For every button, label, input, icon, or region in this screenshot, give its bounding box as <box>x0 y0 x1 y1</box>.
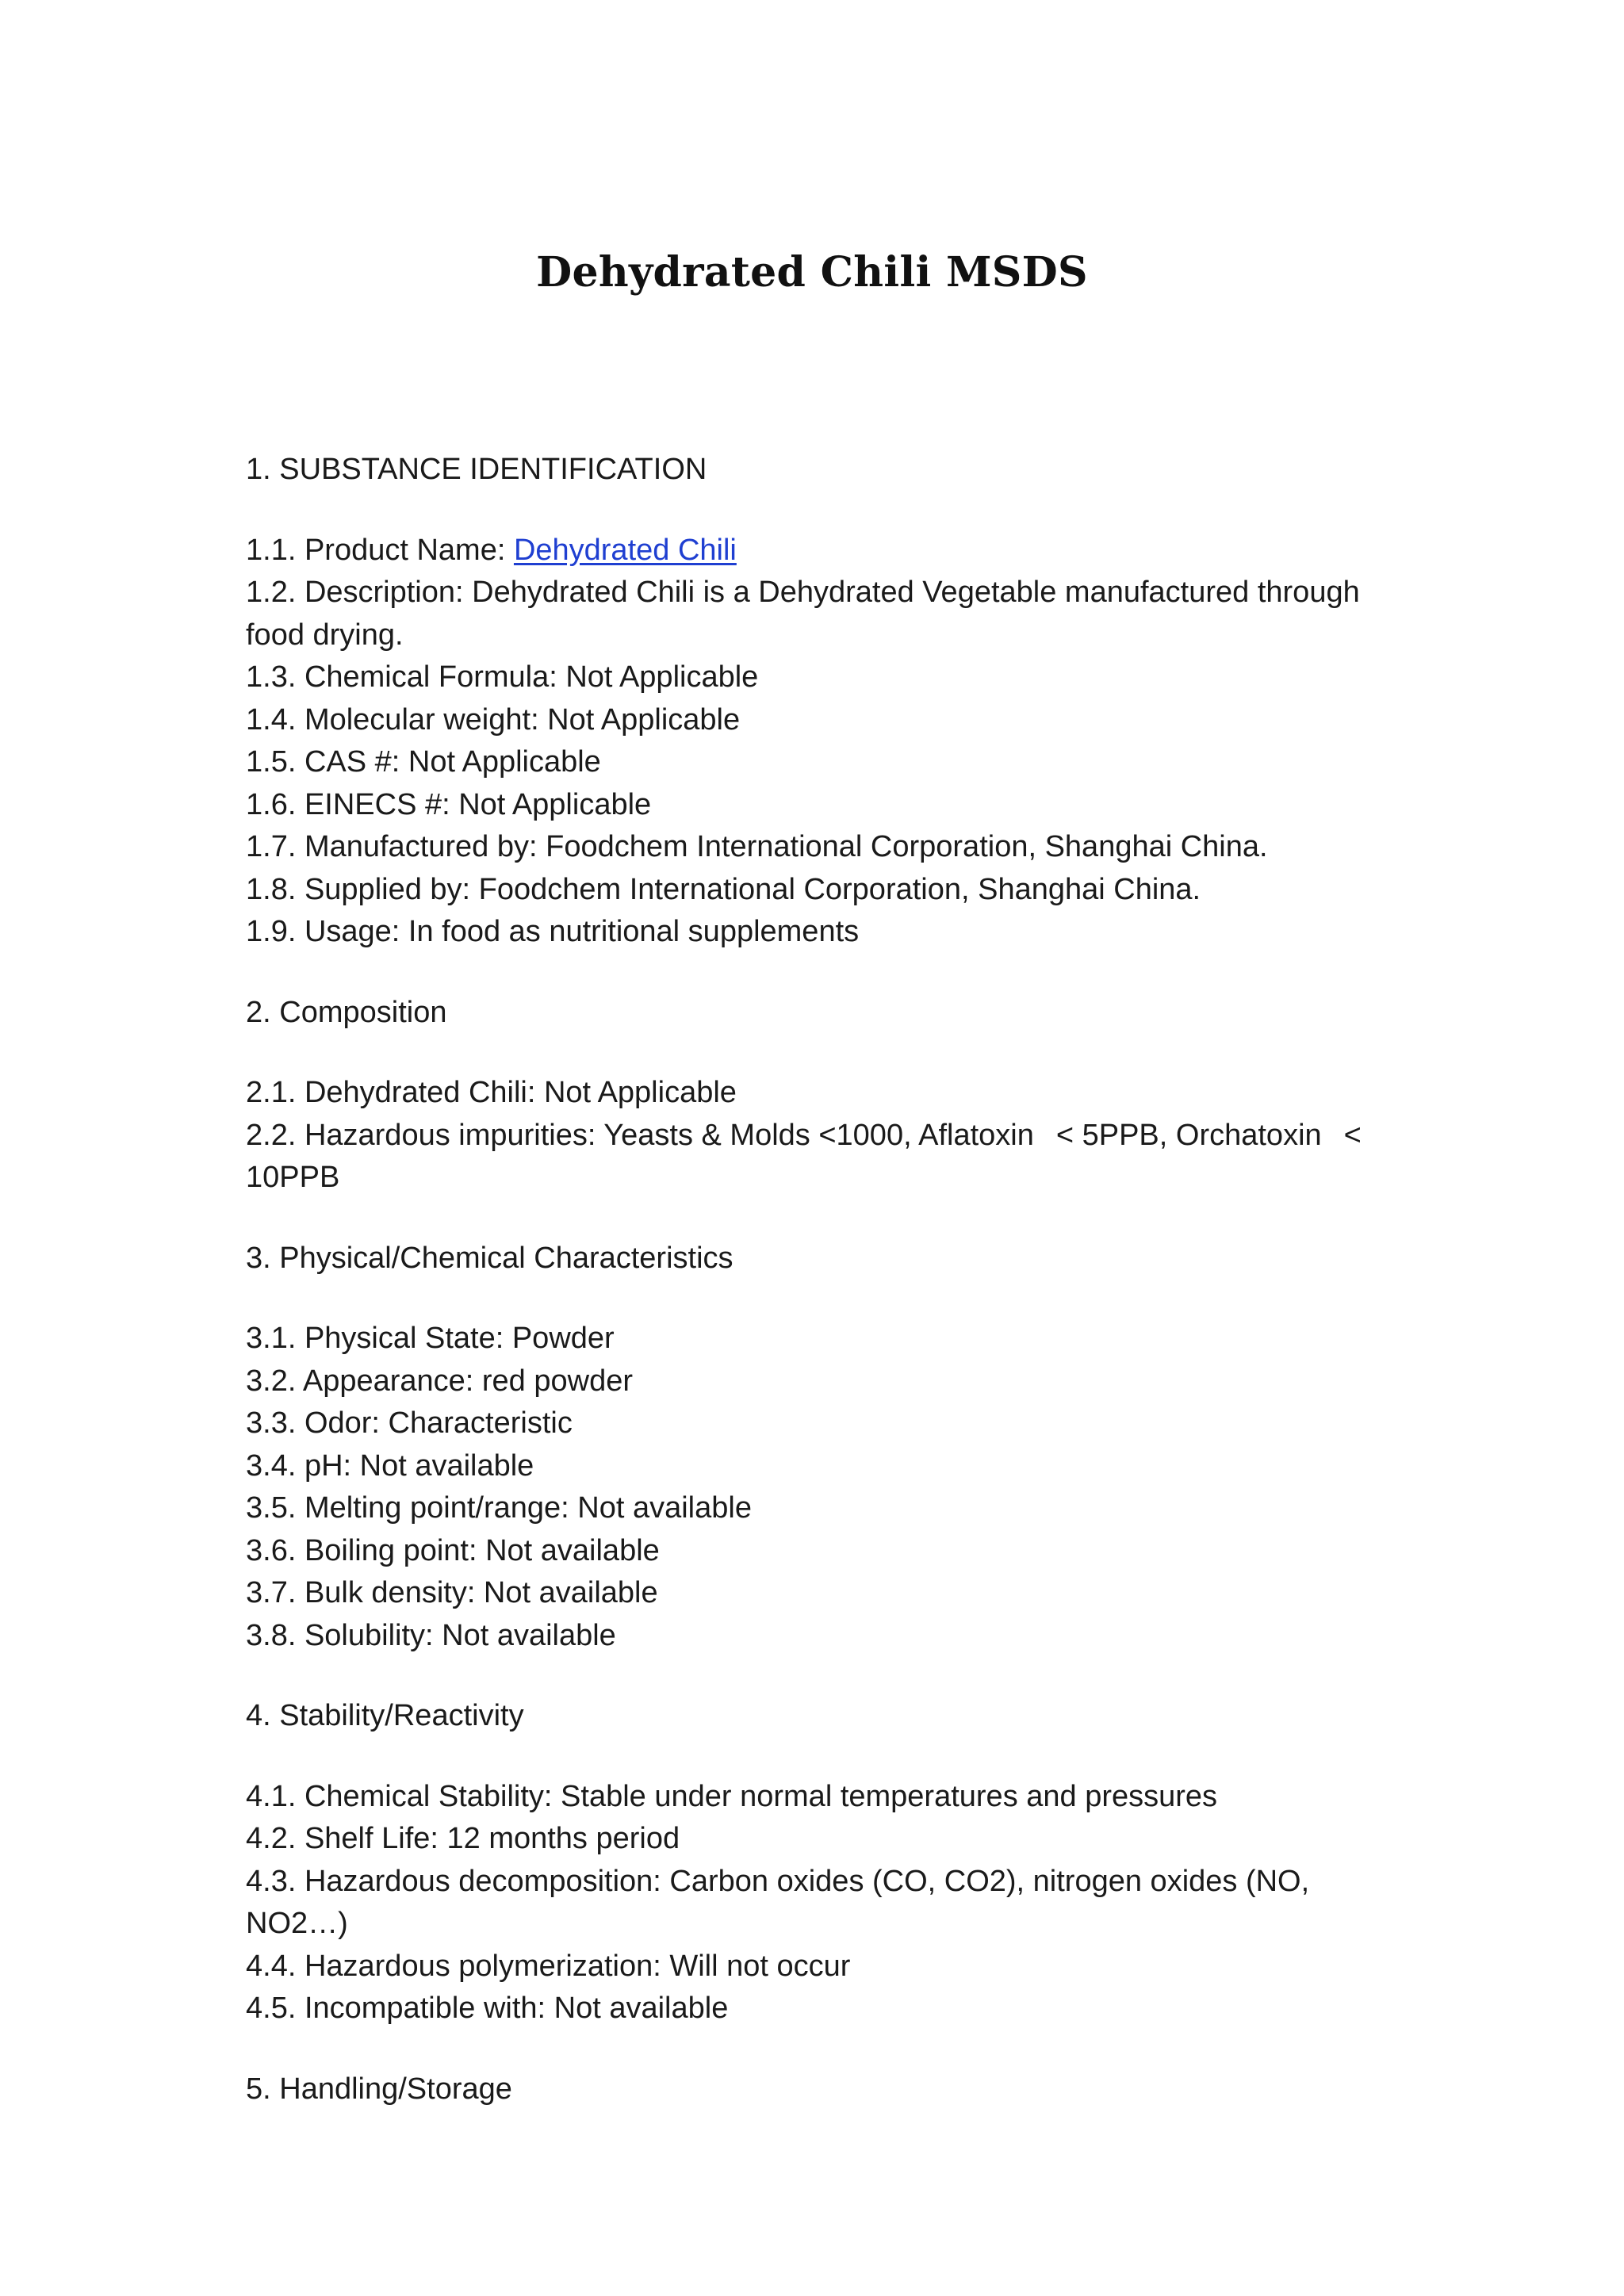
impurities-part-3: < 10PPB <box>246 1118 1362 1194</box>
solubility-item: 3.8. Solubility: Not available <box>246 1618 616 1652</box>
bulk-density-item: 3.7. Bulk density: Not available <box>246 1576 658 1609</box>
spacer <box>246 1657 1396 1695</box>
document-body <box>246 449 1396 2110</box>
section-stability-reactivity <box>246 1695 1396 2030</box>
supplied-by-item: 1.8. Supplied by: Foodchem International Corporation, Shanghai China. <box>246 872 1201 906</box>
section-substance-identification <box>246 449 1396 954</box>
section-composition <box>246 992 1396 1200</box>
chemical-stability-item: 4.1. Chemical Stability: Stable under normal temperatures and pressures <box>246 1779 1218 1813</box>
description-item: 1.2. Description: Dehydrated Chili is a Dehydrated Vegetable manufactured through food drying. <box>246 576 1360 652</box>
impurities-part-2: < 5PPB, Orchatoxin <box>1055 1118 1322 1152</box>
cas-number-item: 1.5. CAS #: Not Applicable <box>246 745 601 779</box>
section-heading: 5. Handling/Storage <box>246 2072 512 2106</box>
product-name-link[interactable]: Dehydrated Chili <box>513 533 737 567</box>
hazardous-impurities-item <box>246 1115 1396 1200</box>
impurities-part-1: 2.2. Hazardous impurities: Yeasts & Molds <1000, Aflatoxin <box>246 1118 1034 1152</box>
section-heading: 1. SUBSTANCE IDENTIFICATION <box>246 453 707 486</box>
hazardous-decomposition-item: 4.3. Hazardous decomposition: Carbon oxides (CO, CO2), nitrogen oxides (NO, NO2…) <box>246 1864 1310 1940</box>
section-physical-chemical <box>246 1238 1396 1658</box>
item-label: 1.1. Product Name: <box>246 533 514 567</box>
molecular-weight-item: 1.4. Molecular weight: Not Applicable <box>246 702 741 737</box>
odor-item: 3.3. Odor: Characteristic <box>246 1406 573 1440</box>
shelf-life-item: 4.2. Shelf Life: 12 months period <box>246 1822 680 1855</box>
chemical-formula-item: 1.3. Chemical Formula: Not Applicable <box>246 660 759 694</box>
incompatible-with-item: 4.5. Incompatible with: Not available <box>246 1992 729 2025</box>
document-title: Dehydrated Chili MSDS <box>536 248 1088 297</box>
manufactured-by-item: 1.7. Manufactured by: Foodchem International Corporation, Shanghai China. <box>246 830 1268 863</box>
boiling-point-item: 3.6. Boiling point: Not available <box>246 1533 660 1567</box>
spacer <box>246 1280 1396 1318</box>
hazardous-polymerization-item: 4.4. Hazardous polymerization: Will not occur <box>246 1949 851 1983</box>
spacer <box>246 1034 1396 1072</box>
spacer <box>246 954 1396 992</box>
spacer <box>246 2030 1396 2068</box>
section-heading: 4. Stability/Reactivity <box>246 1699 524 1732</box>
section-handling-storage <box>246 2068 1396 2111</box>
appearance-item: 3.2. Appearance: red powder <box>246 1364 634 1398</box>
einecs-number-item: 1.6. EINECS #: Not Applicable <box>246 787 652 821</box>
section-heading: 3. Physical/Chemical Characteristics <box>246 1241 733 1275</box>
physical-state-item: 3.1. Physical State: Powder <box>246 1322 615 1355</box>
ph-item: 3.4. pH: Not available <box>246 1448 534 1483</box>
melting-point-item: 3.5. Melting point/range: Not available <box>246 1491 752 1525</box>
spacer <box>246 1738 1396 1776</box>
section-heading: 2. Composition <box>246 995 447 1029</box>
spacer <box>246 1200 1396 1238</box>
usage-item: 1.9. Usage: In food as nutritional supplements <box>246 915 860 948</box>
product-name-item <box>246 530 1396 572</box>
composition-item: 2.1. Dehydrated Chili: Not Applicable <box>246 1076 737 1109</box>
spacer <box>246 492 1396 530</box>
